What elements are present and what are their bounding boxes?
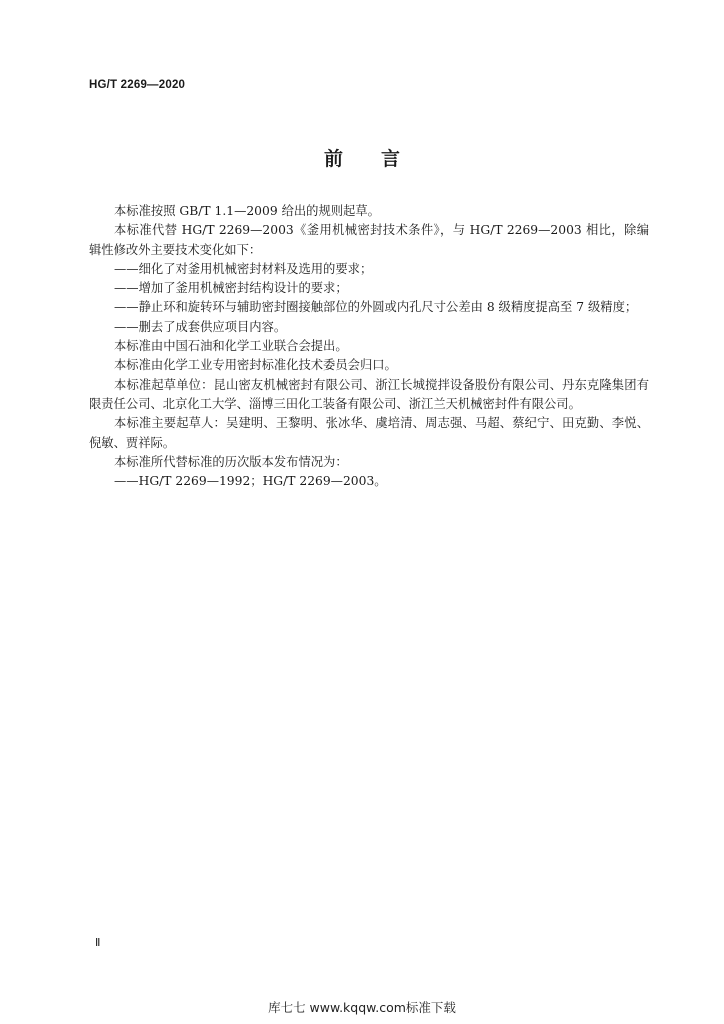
list-item: ——HG/T 2269—1992；HG/T 2269—2003。: [114, 474, 387, 489]
page-title: 前言: [323, 148, 438, 170]
standard-code: HG/T 2269—2020: [89, 79, 186, 91]
list-item: ——增加了釜用机械密封结构设计的要求；: [114, 281, 348, 296]
list-item: ——删去了成套供应项目内容。: [114, 319, 287, 334]
footer-watermark: 库七七 www.kqqw.com标准下载: [268, 1000, 456, 1015]
page-number: Ⅱ: [95, 937, 101, 949]
paragraph: 本标准代替 HG/T 2269—2003《釜用机械密封技术条件》，与 HG/T 2269—2003 相比，除编辑性修改外主要技术变化如下：: [89, 223, 649, 257]
paragraph: 本标准所代替标准的历次版本发布情况为：: [114, 454, 348, 469]
list-item: ——静止环和旋转环与辅助密封圈接触部位的外圆或内孔尺寸公差由 8 级精度提高至 7 级精度；: [114, 300, 638, 315]
paragraph: 本标准按照 GB/T 1.1—2009 给出的规则起草。: [114, 204, 380, 218]
document-body: [89, 202, 649, 491]
paragraph: 本标准由化学工业专用密封标准化技术委员会归口。: [114, 358, 397, 373]
paragraph: 本标准由中国石油和化学工业联合会提出。: [114, 339, 348, 354]
paragraph: 本标准起草单位：昆山密友机械密封有限公司、浙江长城搅拌设备股份有限公司、丹东克隆集团有限责任公司、北京化工大学、淄博三田化工装备有限公司、浙江兰天机械密封件有限公司。: [89, 377, 649, 411]
list-item: ——细化了对釜用机械密封材料及选用的要求；: [114, 261, 373, 276]
paragraph: 本标准主要起草人：吴建明、王黎明、张冰华、虞培清、周志强、马超、蔡纪宁、田克勤、李悦、倪敏、贾祥际。: [89, 416, 649, 450]
